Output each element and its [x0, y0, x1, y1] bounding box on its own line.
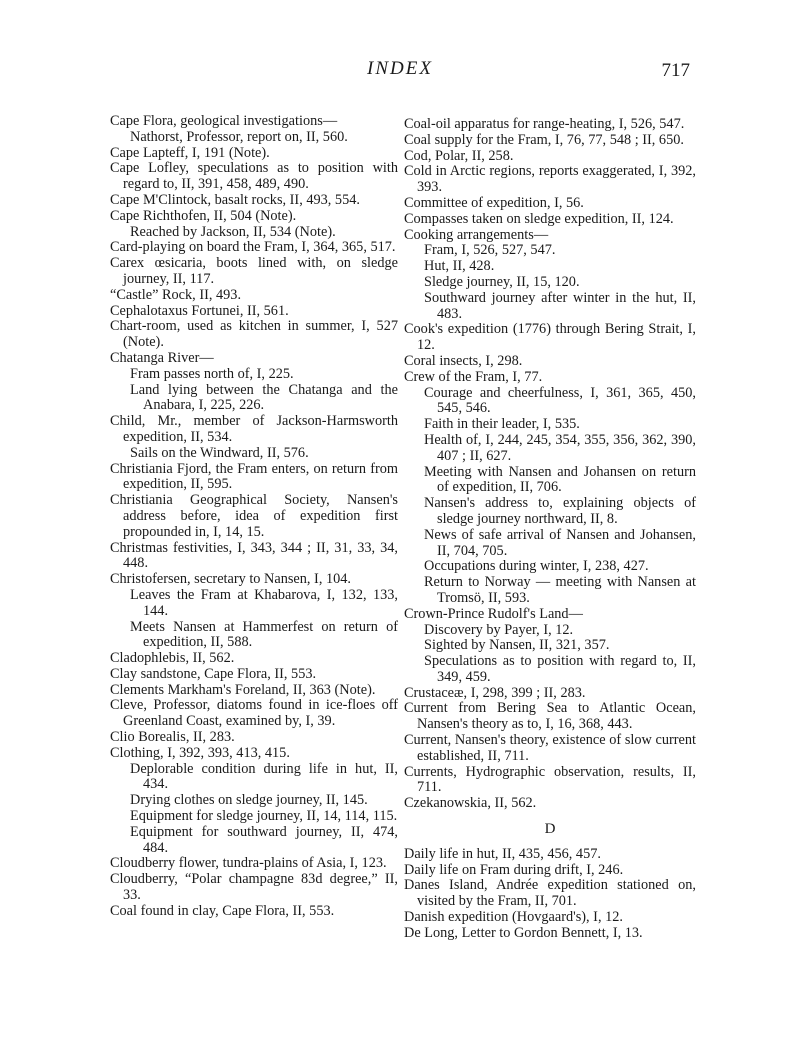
index-subentry: Meeting with Nansen and Johansen on return of expedition, II, 706.	[424, 463, 696, 496]
index-subentry: Sledge journey, II, 15, 120.	[424, 273, 580, 290]
index-subentry: Fram, I, 526, 527, 547.	[424, 242, 556, 259]
index-subentry: Leaves the Fram at Khabarova, I, 132, 133, 144.	[130, 586, 398, 619]
index-entry: Cloudberry, “Polar champagne 83d degree,” II, 33.	[110, 871, 398, 904]
index-entry: De Long, Letter to Gordon Bennett, I, 13.	[404, 924, 643, 941]
index-entry: Chart-room, used as kitchen in summer, I, 527 (Note).	[110, 318, 398, 351]
running-head: INDEX	[367, 58, 433, 79]
index-entry: Daily life in hut, II, 435, 456, 457.	[404, 845, 601, 862]
index-subentry: Nansen's address to, explaining objects of sledge journey northward, II, 8.	[424, 495, 696, 527]
index-entry: Clay sandstone, Cape Flora, II, 553.	[110, 665, 317, 682]
index-subentry: Meets Nansen at Hammerfest on return of expedition, II, 588.	[130, 618, 398, 651]
index-entry: Christofersen, secretary to Nansen, I, 104.	[110, 571, 351, 588]
index-section-d	[404, 847, 696, 942]
index-entry: Cape M'Clintock, basalt rocks, II, 493, 554.	[110, 191, 360, 208]
index-entry: Czekanowskia, II, 562.	[404, 795, 537, 812]
index-entry: Cephalotaxus Fortunei, II, 561.	[110, 302, 289, 319]
index-subentry: News of safe arrival of Nansen and Johansen, II, 704, 705.	[424, 526, 696, 559]
index-entry: Cape Richthofen, II, 504 (Note).	[110, 207, 297, 224]
index-entry: Coal supply for the Fram, I, 76, 77, 548 ; II, 650.	[404, 131, 684, 148]
index-subentry: Health of, I, 244, 245, 354, 355, 356, 362, 390, 407 ; II, 627.	[424, 431, 696, 464]
index-entry: “Castle” Rock, II, 493.	[110, 286, 242, 303]
index-entry: Christiania Fjord, the Fram enters, on return from expedition, II, 595.	[110, 460, 398, 493]
index-entry: Carex œsicaria, boots lined with, on sledge journey, II, 117.	[110, 255, 398, 287]
index-subentry: Land lying between the Chatanga and the Anabara, I, 225, 226.	[130, 381, 398, 414]
index-entry: Clements Markham's Foreland, II, 363 (Note).	[110, 681, 376, 698]
index-entry: Chatanga River—	[110, 349, 214, 366]
index-subentry: Fram passes north of, I, 225.	[130, 365, 294, 382]
index-entry: Christmas festivities, I, 343, 344 ; II, 31, 33, 34, 448.	[110, 539, 398, 572]
index-entry: Danes Island, Andrée expedition stationed on, visited by the Fram, II, 701.	[404, 877, 696, 910]
index-entry: Child, Mr., member of Jackson-Harmsworth expedition, II, 534.	[110, 413, 398, 445]
index-subentry: Nathorst, Professor, report on, II, 560.	[130, 128, 348, 145]
index-subentry: Return to Norway — meeting with Nansen at Tromsö, II, 593.	[424, 574, 696, 606]
index-subentry: Occupations during winter, I, 238, 427.	[424, 558, 649, 575]
index-entry: Danish expedition (Hovgaard's), I, 12.	[404, 909, 623, 926]
page-header	[0, 58, 800, 88]
index-entry: Christiania Geographical Society, Nansen's address before, idea of expedition first propounded in, I, 14, 15.	[110, 492, 398, 540]
index-entry: Crew of the Fram, I, 77.	[404, 368, 543, 385]
index-subentry: Deplorable condition during life in hut, II, 434.	[130, 760, 398, 793]
index-subentry: Southward journey after winter in the hut, II, 483.	[424, 289, 696, 322]
index-entry: Cold in Arctic regions, reports exaggerated, I, 392, 393.	[404, 163, 696, 196]
index-entry: Crown-Prince Rudolf's Land—	[404, 605, 583, 622]
index-entry: Cook's expedition (1776) through Bering Strait, I, 12.	[404, 321, 696, 354]
index-entry: Card-playing on board the Fram, I, 364, 365, 517.	[110, 239, 396, 256]
index-entry: Crustaceæ, I, 298, 399 ; II, 283.	[404, 684, 586, 701]
index-subentry: Drying clothes on sledge journey, II, 145.	[130, 792, 368, 809]
index-entry: Cloudberry flower, tundra-plains of Asia, I, 123.	[110, 855, 387, 872]
index-section-c-continued	[404, 117, 696, 812]
index-entry: Cape Lapteff, I, 191 (Note).	[110, 144, 270, 161]
index-subentry: Reached by Jackson, II, 534 (Note).	[130, 223, 336, 240]
index-entry: Coral insects, I, 298.	[404, 352, 523, 369]
index-entry: Current from Bering Sea to Atlantic Ocean, Nansen's theory as to, I, 16, 368, 443.	[404, 700, 696, 733]
index-entry: Coal-oil apparatus for range-heating, I, 526, 547.	[404, 116, 685, 132]
index-entry: Cape Flora, geological investigations—	[110, 113, 338, 129]
index-entry: Cooking arrangements—	[404, 226, 549, 243]
page-number: 717	[661, 60, 690, 81]
index-entry: Clio Borealis, II, 283.	[110, 729, 235, 746]
index-subentry: Speculations as to position with regard to, II, 349, 459.	[424, 653, 696, 685]
section-letter-d: D	[544, 821, 556, 838]
index-entry: Current, Nansen's theory, existence of slow current established, II, 711.	[404, 732, 696, 764]
index-entry: Compasses taken on sledge expedition, II, 124.	[404, 210, 674, 227]
index-column-right	[404, 117, 696, 942]
index-entry: Clothing, I, 392, 393, 413, 415.	[110, 744, 290, 761]
index-subentry: Discovery by Payer, I, 12.	[424, 621, 574, 638]
index-entry: Cape Lofley, speculations as to position with regard to, II, 391, 458, 489, 490.	[110, 160, 398, 193]
index-subentry: Faith in their leader, I, 535.	[424, 416, 580, 433]
index-entry: Coal found in clay, Cape Flora, II, 553.	[110, 902, 335, 919]
index-entry: Committee of expedition, I, 56.	[404, 194, 584, 211]
index-subentry: Sails on the Windward, II, 576.	[130, 444, 309, 461]
index-entry: Daily life on Fram during drift, I, 246.	[404, 861, 624, 878]
index-entry: Currents, Hydrographic observation, results, II, 711.	[404, 763, 696, 796]
index-entry: Cleve, Professor, diatoms found in ice-floes off Greenland Coast, examined by, I, 39.	[110, 697, 398, 730]
index-entry: Cladophlebis, II, 562.	[110, 650, 235, 667]
index-subentry: Equipment for sledge journey, II, 14, 114, 115.	[130, 808, 398, 825]
index-entry: Cod, Polar, II, 258.	[404, 147, 514, 164]
index-column-left	[110, 114, 398, 920]
index-subentry: Equipment for southward journey, II, 474, 484.	[130, 823, 398, 856]
index-subentry: Hut, II, 428.	[424, 258, 495, 275]
index-subentry: Courage and cheerfulness, I, 361, 365, 450, 545, 546.	[424, 384, 696, 417]
index-subentry: Sighted by Nansen, II, 321, 357.	[424, 637, 610, 654]
